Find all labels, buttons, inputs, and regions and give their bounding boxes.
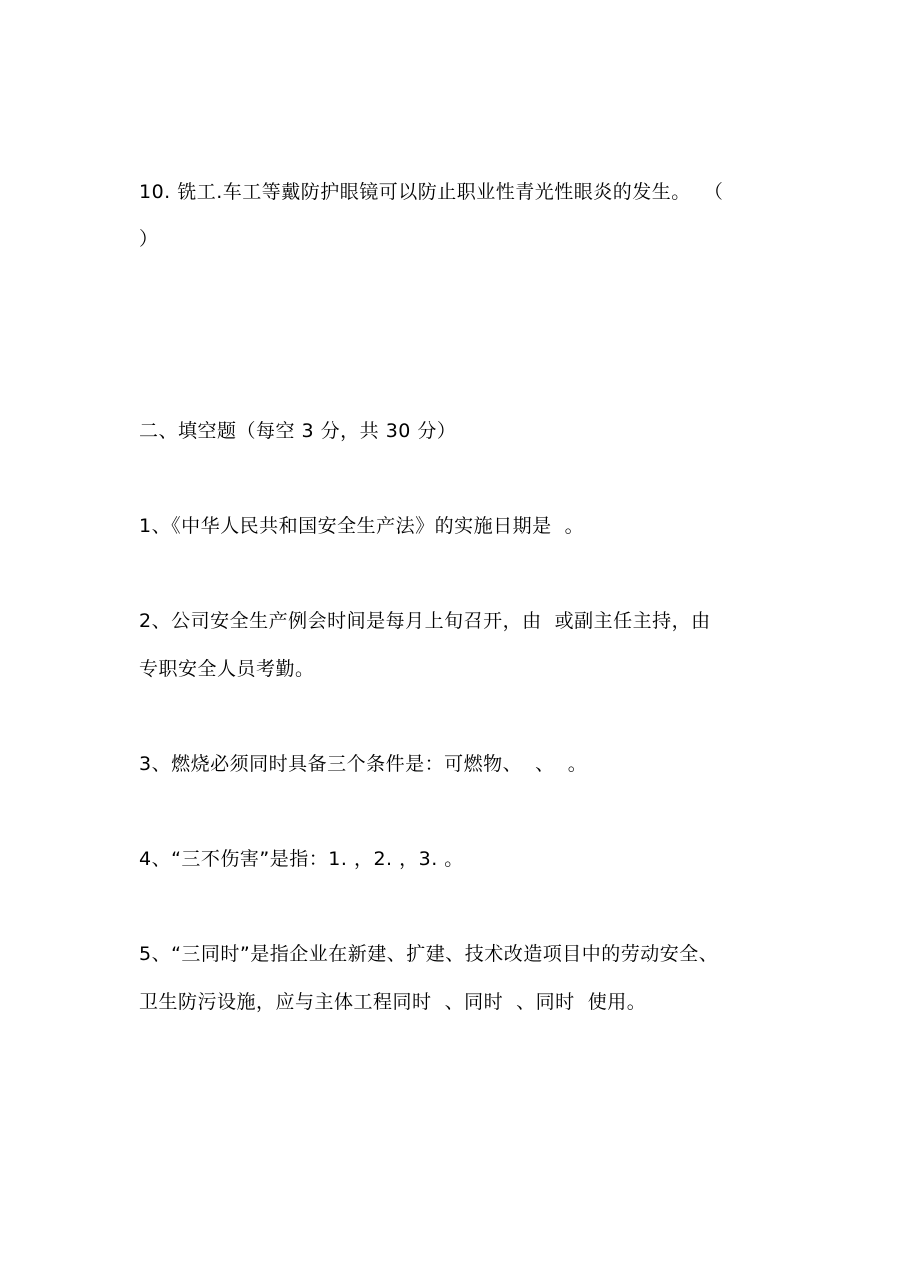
fill-blank-item-2-line-2: 专职安全人员考勤。: [139, 658, 315, 680]
fill-blank-item-4: 4、“三不伤害”是指：1. ，2. ，3. 。: [139, 848, 464, 870]
fill-blank-item-5-line-1: 5、“三同时”是指企业在新建、扩建、技术改造项目中的劳动安全、: [139, 943, 719, 965]
fill-blank-item-2-line-1: 2、公司安全生产例会时间是每月上旬召开，由 或副主任主持，由: [139, 610, 711, 632]
fill-blank-item-5-line-2: 卫生防污设施，应与主体工程同时 、同时 、同时 使用。: [139, 991, 647, 1013]
section-heading: 二、填空题（每空 3 分，共 30 分）: [139, 420, 457, 442]
question-10-line-1: 10. 铣工.车工等戴防护眼镜可以防止职业性青光性眼炎的发生。 （: [139, 181, 724, 203]
fill-blank-item-1: 1、《中华人民共和国安全生产法》的实施日期是 。: [139, 515, 585, 537]
question-10-line-2: ）: [139, 228, 159, 250]
fill-blank-item-3: 3、燃烧必须同时具备三个条件是：可燃物、 、 。: [139, 753, 588, 775]
